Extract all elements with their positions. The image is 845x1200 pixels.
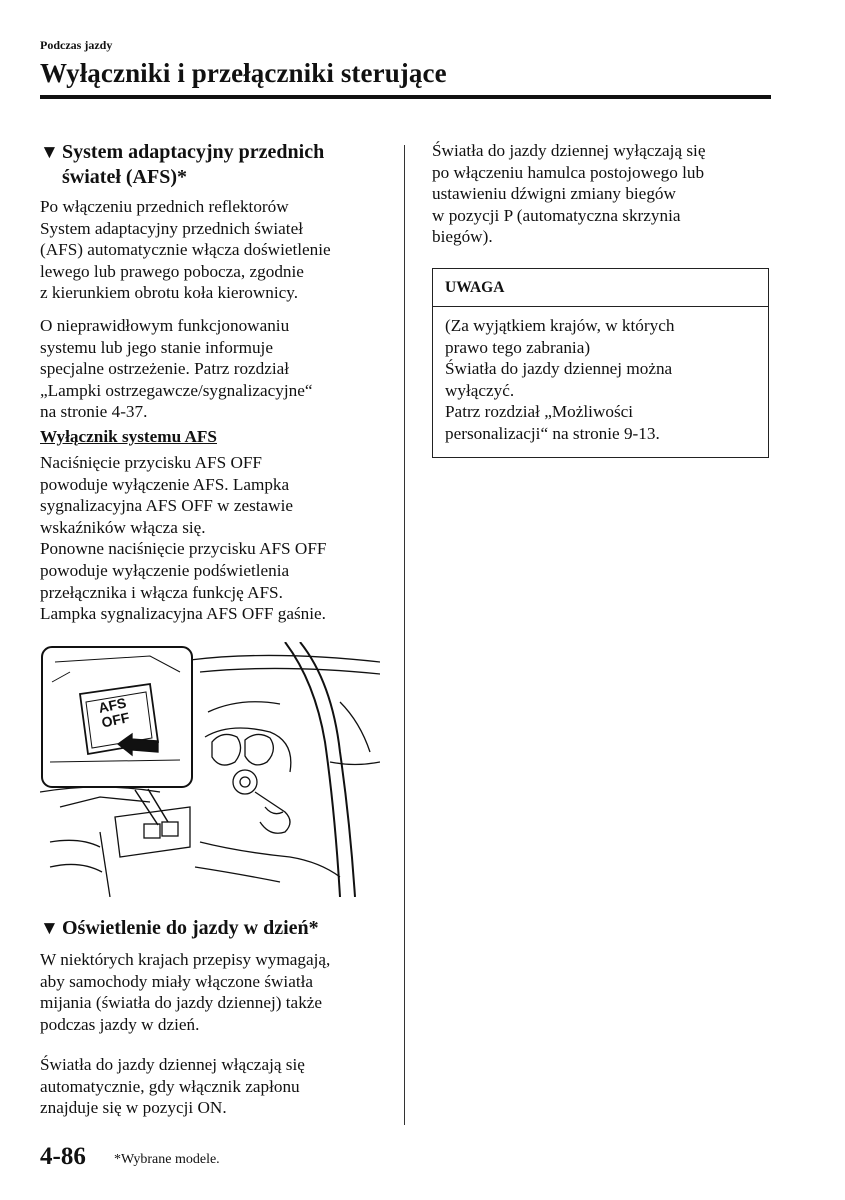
- text-line: Patrz rozdział „Możliwości: [445, 402, 634, 422]
- drl-heading-text: Oświetlenie do jazdy w dzień*: [62, 917, 319, 939]
- notice-title: UWAGA: [433, 269, 768, 307]
- chapter-label: Podczas jazdy: [40, 38, 113, 52]
- afs-section: [40, 140, 385, 190]
- text-line: System adaptacyjny przednich świateł: [40, 218, 303, 238]
- triangle-bullet-icon: ▼: [40, 918, 59, 939]
- column-divider: [404, 145, 405, 1125]
- text-line: prawo tego zabrania): [445, 337, 591, 357]
- text-line: Światła do jazdy dziennej można: [445, 359, 673, 379]
- text-line: po włączeniu hamulca postojowego lub: [432, 162, 705, 182]
- page-title: Wyłączniki i przełączniki sterujące: [40, 58, 447, 88]
- afs-paragraph-2: [40, 315, 385, 423]
- text-line: przełącznika i włącza funkcję AFS.: [40, 582, 283, 602]
- text-line: (AFS) automatycznie włącza doświetlenie: [40, 240, 331, 260]
- text-line: (Za wyjątkiem krajów, w których: [445, 316, 675, 335]
- text-line: personalizacji“ na stronie 9-13.: [445, 423, 660, 443]
- text-line: z kierunkiem obrotu koła kierownicy.: [40, 283, 299, 303]
- afs-heading: [40, 140, 385, 190]
- text-line: powoduje wyłączenie AFS. Lampka: [40, 474, 290, 494]
- text-line: „Lampki ostrzegawcze/sygnalizacyjne“: [40, 380, 313, 400]
- text-line: specjalne ostrzeżenie. Patrz rozdział: [40, 359, 290, 379]
- text-line: OFF: [100, 709, 131, 731]
- afs-off-button-label: [97, 695, 131, 730]
- text-line: W niektórych krajach przepisy wymagają,: [40, 950, 331, 969]
- text-line: Naciśnięcie przycisku AFS OFF: [40, 453, 262, 472]
- text-line: mijania (światła do jazdy dziennej) także: [40, 993, 323, 1013]
- text-line: automatycznie, gdy włącznik zapłonu: [40, 1076, 300, 1096]
- footnote: *Wybrane modele.: [114, 1152, 220, 1167]
- text-line: Ponowne naciśnięcie przycisku AFS OFF: [40, 539, 327, 559]
- afs-paragraph-1: [40, 196, 385, 304]
- text-line: wskaźników włącza się.: [40, 517, 206, 537]
- text-line: w pozycji P (automatyczna skrzynia: [432, 205, 681, 225]
- text-line: wyłączyć.: [445, 380, 515, 400]
- text-line: aby samochody miały włączone światła: [40, 971, 314, 991]
- text-line: Światła do jazdy dziennej włączają się: [40, 1055, 305, 1074]
- notice-body: [433, 307, 768, 445]
- text-line: znajduje się w pozycji ON.: [40, 1098, 227, 1118]
- drl-section: [40, 916, 385, 941]
- text-line: AFS: [96, 694, 128, 716]
- text-line: Światła do jazdy dziennej wyłączają się: [432, 141, 706, 160]
- text-line: Po włączeniu przednich reflektorów: [40, 197, 289, 216]
- text-line: sygnalizacyjna AFS OFF w zestawie: [40, 496, 294, 516]
- text-line: ustawieniu dźwigni zmiany biegów: [432, 184, 676, 204]
- page-number: 4-86: [40, 1143, 86, 1170]
- drl-paragraph-1: [40, 949, 385, 1035]
- drl-paragraph-3: [432, 140, 777, 248]
- text-line: podczas jazdy w dzień.: [40, 1014, 200, 1034]
- text-line: na stronie 4-37.: [40, 402, 148, 422]
- text-line: powoduje wyłączenie podświetlenia: [40, 560, 290, 580]
- triangle-bullet-icon: ▼: [40, 142, 59, 163]
- text-line: systemu lub jego stanie informuje: [40, 337, 273, 357]
- afs-switch-illustration: [40, 642, 380, 897]
- drl-heading: [40, 916, 385, 941]
- afs-heading-line: świateł (AFS)*: [62, 166, 187, 188]
- afs-heading-line: System adaptacyjny przednich: [62, 141, 325, 163]
- text-line: Lampka sygnalizacyjna AFS OFF gaśnie.: [40, 604, 326, 624]
- text-line: O nieprawidłowym funkcjonowaniu: [40, 316, 290, 335]
- text-line: lewego lub prawego pobocza, zgodnie: [40, 261, 304, 281]
- afs-paragraph-3: [40, 452, 385, 625]
- afs-switch-subheading: Wyłącznik systemu AFS: [40, 427, 217, 446]
- drl-paragraph-2: [40, 1054, 385, 1119]
- text-line: biegów).: [432, 227, 493, 247]
- title-rule: [40, 95, 771, 99]
- notice-box: [432, 268, 769, 458]
